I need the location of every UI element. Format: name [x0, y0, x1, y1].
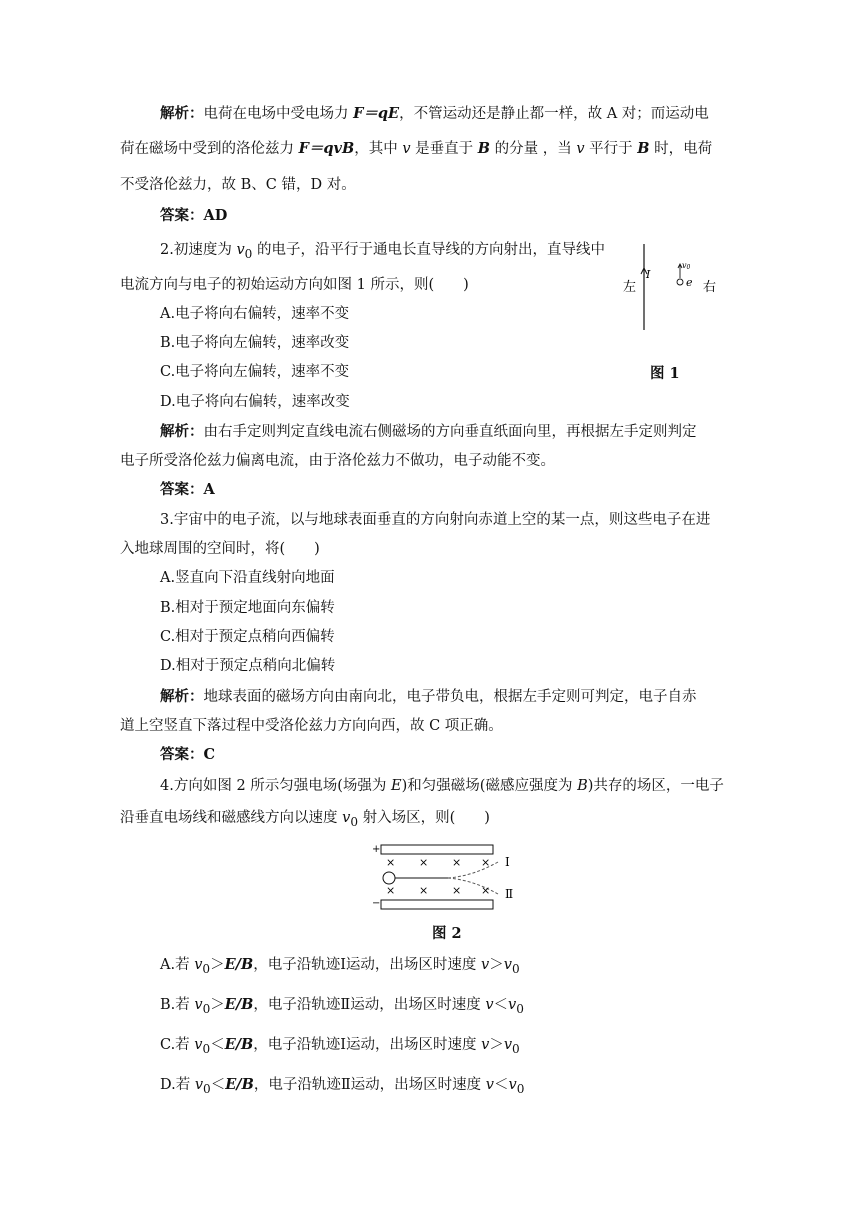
- text: 射入场区，则( ): [358, 810, 490, 826]
- var: v: [485, 997, 494, 1013]
- frac: E/B: [224, 956, 254, 973]
- q4-option-c: [160, 1035, 520, 1059]
- var: E: [391, 778, 402, 794]
- minus-label: −: [372, 898, 381, 909]
- text: C.若: [160, 1037, 195, 1053]
- var: v: [342, 810, 351, 826]
- text: 4.方向如图 2 所示匀强电场(场强为: [160, 778, 392, 794]
- q2-option-b: B.电子将向左偏转，速率改变: [160, 335, 350, 351]
- q2-stem-line-2: 电流方向与电子的初始运动方向如图 1 所示，则( ): [120, 277, 469, 293]
- rel: ＞: [210, 957, 225, 973]
- electron-dot: [677, 279, 683, 285]
- q4-stem-line-1: [160, 776, 724, 796]
- q3-analysis-line-1: [160, 687, 697, 707]
- text: 是垂直于: [410, 141, 478, 157]
- figure-1: [615, 240, 725, 335]
- q4-option-b: [160, 995, 524, 1019]
- rel: ＜: [210, 1077, 226, 1093]
- var: v: [402, 141, 411, 157]
- var: v: [508, 997, 517, 1013]
- sub: 0: [202, 1041, 211, 1056]
- var: v: [194, 1037, 203, 1053]
- q2-option-c: C.电子将向左偏转，速率不变: [160, 364, 350, 380]
- var: v: [194, 1077, 204, 1093]
- q4-option-a: [160, 955, 520, 979]
- track-2-label: Ⅱ: [505, 887, 514, 901]
- q3-answer: [160, 745, 215, 765]
- q2-answer: [160, 480, 215, 500]
- answer-value: AD: [203, 207, 228, 224]
- text: 平行于: [584, 141, 638, 157]
- text: 2.初速度为: [160, 242, 237, 258]
- q1-analysis-line-1: [160, 104, 709, 124]
- q1-analysis-label: 解析：: [160, 105, 204, 122]
- q2-analysis-line-2: 电子所受洛伦兹力偏离电流，由于洛伦兹力不做功，电子动能不变。: [120, 453, 555, 469]
- text: 时，电荷: [649, 141, 713, 157]
- q3-analysis-line-2: 道上空竖直下落过程中受洛伦兹力方向向西，故 C 项正确。: [120, 718, 503, 734]
- electron-label: e: [686, 276, 693, 289]
- figure-1-caption: 图 1: [650, 365, 680, 382]
- sub: 0: [244, 246, 253, 261]
- var: v: [236, 242, 245, 258]
- text: 电荷在电场中受电场力: [203, 106, 354, 122]
- answer-value: A: [203, 481, 215, 498]
- rel: ＜: [210, 1037, 225, 1053]
- var: v: [576, 141, 585, 157]
- q2-option-d: D.电子将向右偏转，速率改变: [160, 394, 350, 410]
- rel: ＜: [494, 1077, 509, 1093]
- text: )共存的场区，一电子: [587, 778, 724, 794]
- cross-mark: ×: [452, 884, 462, 897]
- q3-stem-line-1: 3.宇宙中的电子流，以与地球表面垂直的方向射向赤道上空的某一点，则这些电子在进: [160, 512, 711, 528]
- rel: ＞: [489, 1037, 504, 1053]
- q4-stem-line-2: [120, 808, 490, 832]
- electron-source: [383, 872, 395, 884]
- answer-label: 答案：: [160, 481, 204, 498]
- var: v: [481, 1037, 490, 1053]
- q3-option-a: A.竖直向下沿直线射向地面: [160, 570, 335, 586]
- var: v: [194, 997, 203, 1013]
- text: )和匀强磁场(磁感应强度为: [401, 778, 578, 794]
- q3-stem-line-2: 入地球周围的空间时，将( ): [120, 541, 320, 557]
- var: v: [503, 957, 512, 973]
- q1-analysis-line-3: 不受洛伦兹力，故 B、C 错，D 对。: [120, 177, 356, 193]
- q3-option-c: C.相对于预定点稍向西偏转: [160, 629, 335, 645]
- text: ，电子沿轨迹Ⅱ运动，出场区时速度: [253, 1077, 486, 1093]
- q4-option-d: [160, 1075, 524, 1099]
- text: ，电子沿轨迹Ⅱ运动，出场区时速度: [253, 997, 486, 1013]
- text: 荷在磁场中受到的洛伦兹力: [120, 141, 299, 157]
- text: 的分量 ，当: [490, 141, 577, 157]
- sub: 0: [516, 1081, 525, 1096]
- text: ，不管运动还是静止都一样，故 A 对；而运动电: [399, 106, 709, 122]
- var: v: [481, 957, 490, 973]
- text: ，其中: [354, 141, 403, 157]
- analysis-label: 解析：: [160, 423, 204, 440]
- q2-stem-line-1: [160, 240, 605, 264]
- q3-option-b: B.相对于预定地面向东偏转: [160, 600, 335, 616]
- var: B: [577, 778, 588, 794]
- formula: F＝qvB: [298, 140, 355, 157]
- cross-mark: ×: [419, 884, 429, 897]
- sub: 0: [511, 961, 520, 976]
- figure-2-caption: 图 2: [432, 925, 462, 942]
- sub: 0: [516, 1001, 524, 1016]
- cross-mark: ×: [452, 856, 462, 869]
- var: B: [637, 140, 650, 157]
- rel: ＜: [493, 997, 509, 1013]
- answer-label: 答案：: [160, 207, 204, 224]
- right-label: 右: [703, 280, 717, 295]
- analysis-label: 解析：: [160, 688, 204, 705]
- var: v: [485, 1077, 494, 1093]
- bottom-plate: [381, 900, 493, 909]
- text: 的电子，沿平行于通电长直导线的方向射出，直导线中: [252, 242, 605, 258]
- var: B: [477, 140, 491, 157]
- text: A.若: [160, 957, 195, 973]
- cross-mark: ×: [419, 856, 429, 869]
- figure-2: [368, 840, 528, 912]
- sub: 0: [203, 1081, 211, 1096]
- text: 沿垂直电场线和磁感线方向以速度: [120, 810, 343, 826]
- frac: E/B: [224, 996, 254, 1013]
- text: 地球表面的磁场方向由南向北，电子带负电，根据左手定则可判定，电子自赤: [203, 689, 697, 705]
- text: 由右手定则判定直线电流右侧磁场的方向垂直纸面向里，再根据左手定则判定: [203, 424, 697, 440]
- answer-value: C: [203, 746, 216, 763]
- text: ，电子沿轨迹Ⅰ运动，出场区时速度: [253, 1037, 482, 1053]
- cross-mark: ×: [481, 884, 491, 897]
- text: D.若: [160, 1077, 195, 1093]
- top-plate: [381, 845, 493, 854]
- left-label: 左: [623, 280, 637, 295]
- rel: ＞: [210, 997, 225, 1013]
- current-label: I: [646, 268, 651, 281]
- sub: 0: [202, 961, 211, 976]
- q1-analysis-line-2: [120, 139, 712, 159]
- sub: 0: [202, 1001, 211, 1016]
- q2-analysis-line-1: [160, 422, 697, 442]
- cross-mark: ×: [386, 884, 396, 897]
- sub: 0: [350, 814, 358, 829]
- formula: F＝qE: [353, 105, 400, 122]
- var: v: [508, 1077, 517, 1093]
- plus-label: +: [372, 844, 381, 855]
- var: v: [194, 957, 203, 973]
- track-1-label: Ⅰ: [505, 855, 510, 869]
- answer-label: 答案：: [160, 746, 204, 763]
- text: ，电子沿轨迹Ⅰ运动，出场区时速度: [253, 957, 482, 973]
- q3-option-d: D.相对于预定点稍向北偏转: [160, 658, 336, 674]
- velocity-label: v0: [682, 261, 691, 271]
- sub: 0: [512, 1041, 520, 1056]
- rel: ＞: [489, 957, 504, 973]
- var: v: [503, 1037, 513, 1053]
- frac: E/B: [224, 1036, 254, 1053]
- q1-answer: [160, 206, 227, 226]
- cross-mark: ×: [481, 856, 491, 869]
- frac: E/B: [225, 1076, 254, 1093]
- text: B.若: [160, 997, 195, 1013]
- q2-option-a: A.电子将向右偏转，速率不变: [160, 306, 350, 322]
- cross-mark: ×: [386, 856, 396, 869]
